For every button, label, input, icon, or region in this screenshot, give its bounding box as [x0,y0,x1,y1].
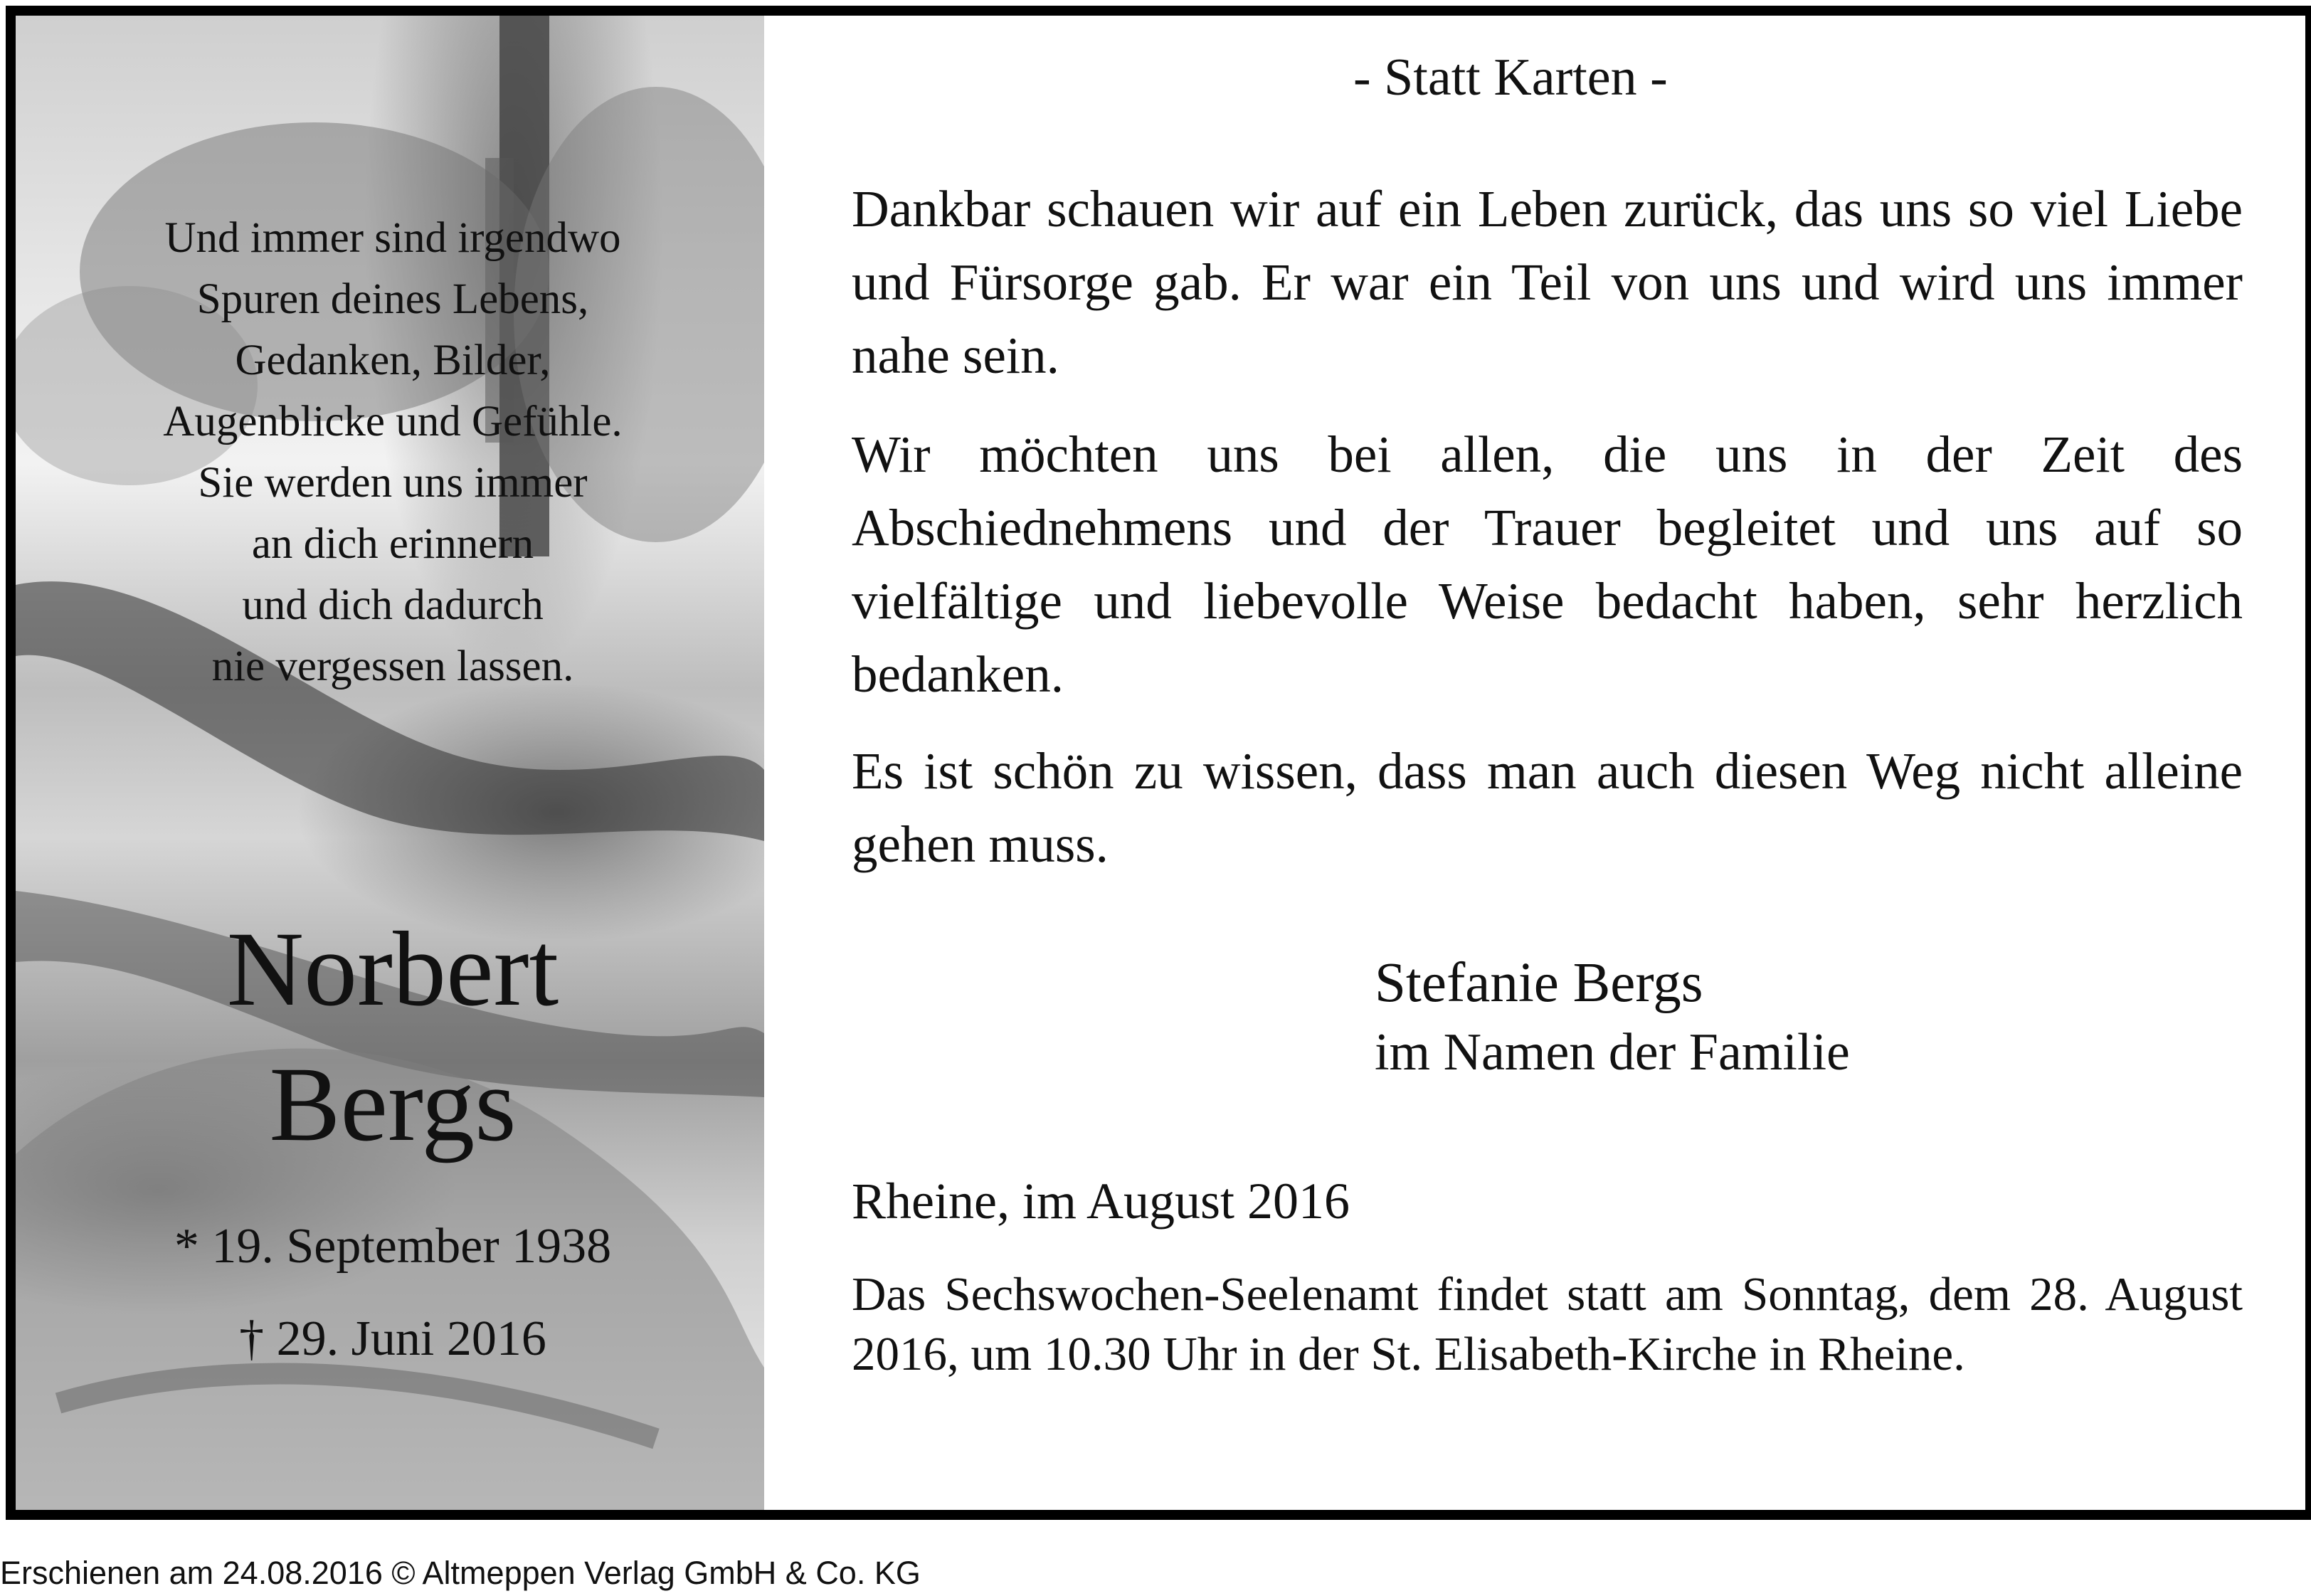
poem-line: an dich erinnern [251,520,534,568]
comfort-paragraph: Es ist schön zu wissen, dass man auch diesen Weg nicht alleine gehen muss. [852,742,2243,873]
poem-line: nie vergessen lassen. [211,643,574,690]
signature-name: Stefanie Bergs [1375,952,1703,1014]
death-date: † 29. Juni 2016 [239,1311,546,1366]
poem-line: Spuren deines Lebens, [196,275,589,323]
gratitude-paragraph: Dankbar schauen wir auf ein Leben zurück, das uns so viel Liebe und Fürsorge gab. Er war ein Teil von uns und wird uns immer nahe sein. [852,180,2243,384]
mass-notice: Das Sechswochen-Seelenamt findet statt am Sonntag, dem 28. August 2016, um 10.30 Uhr in der St. Elisabeth-Kirche in Rheine. [852,1268,2243,1380]
poem-line: Augenblicke und Gefühle. [163,398,623,445]
poem-line: Und immer sind irgendwo [164,214,621,262]
obituary-card [6,6,2311,1520]
deceased-last-name: Bergs [269,1045,517,1163]
memorial-photo [16,16,764,1510]
deceased-first-name: Norbert [226,910,559,1028]
place-date: Rheine, im August 2016 [852,1173,1350,1230]
poem-line: Gedanken, Bilder, [235,337,551,384]
poem-line: Sie werden uns immer [198,459,588,507]
publication-footer: Erschienen am 24.08.2016 © Altmeppen Verlag GmbH & Co. KG [0,1555,921,1591]
memorial-poem [44,208,741,697]
thanks-paragraph: Wir möchten uns bei allen, die uns in der Zeit des Abschiednehmens und der Trauer begleitet und uns auf so vielfältige und liebevolle Weise bedacht haben, sehr herzlich bedanken. [852,426,2243,703]
poem-line: und dich dadurch [242,581,544,629]
signature-note: im Namen der Familie [1375,1023,1850,1082]
statt-karten-header: - Statt Karten - [1353,48,1668,107]
birth-date: * 19. September 1938 [174,1219,612,1274]
